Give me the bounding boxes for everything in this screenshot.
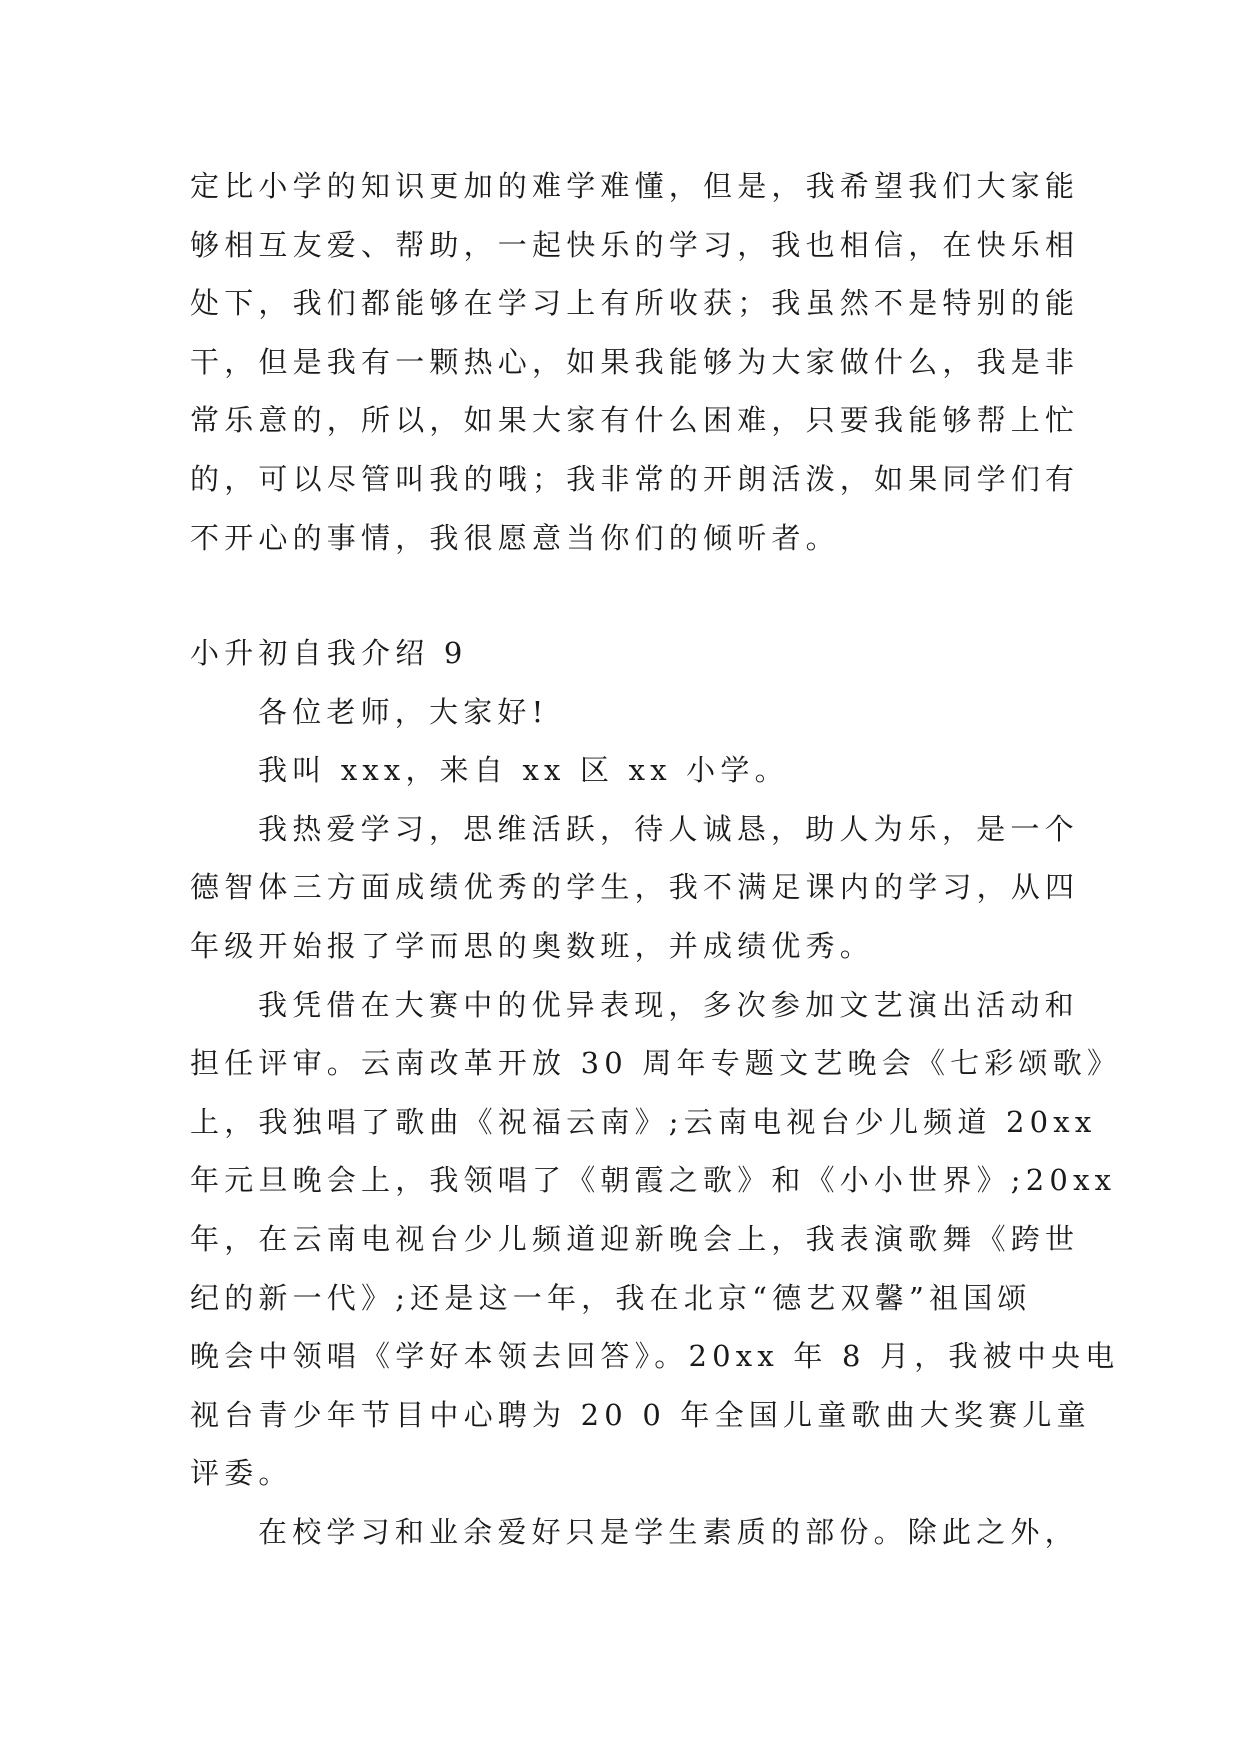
text-line: 不开心的事情，我很愿意当你们的倾听者。 — [190, 520, 840, 555]
text-line: 年，在云南电视台少儿频道迎新晚会上，我表演歌舞《跨世 — [190, 1221, 1080, 1256]
text-line: 纪的新一代》;还是这一年，我在北京“德艺双馨”祖国颂 — [190, 1280, 1032, 1315]
paragraph-performances — [190, 976, 1122, 1503]
text-line: 上，我独唱了歌曲《祝福云南》;云南电视台少儿频道 20xx — [190, 1104, 1097, 1139]
text-line: 处下，我们都能够在学习上有所收获；我虽然不是特别的能 — [190, 286, 1080, 321]
text-line: 担任评审。云南改革开放 30 周年专题文艺晚会《七彩颂歌》 — [190, 1046, 1122, 1081]
paragraph-study — [190, 800, 1080, 976]
text-line: 我凭借在大赛中的优异表现，多次参加文艺演出活动和 — [258, 987, 1079, 1022]
paragraph-qualities — [190, 1503, 1079, 1562]
text-line: 定比小学的知识更加的难学难懂，但是，我希望我们大家能 — [190, 169, 1080, 203]
text-line: 常乐意的，所以，如果大家有什么困难，只要我能够帮上忙 — [190, 403, 1080, 438]
text-line: 在校学习和业余爱好只是学生素质的部份。除此之外， — [258, 1514, 1079, 1549]
text-line: 够相互友爱、帮助，一起快乐的学习，我也相信，在快乐相 — [190, 227, 1080, 262]
text-line: 评委。 — [190, 1456, 293, 1491]
text-line: 我热爱学习，思维活跃，待人诚恳，助人为乐，是一个 — [258, 811, 1079, 846]
continued-paragraph — [190, 157, 1080, 567]
greeting-line: 各位老师，大家好! — [258, 694, 549, 729]
intro-line: 我叫 xxx，来自 xx 区 xx 小学。 — [258, 753, 789, 788]
text-line: 年级开始报了学而思的奥数班，并成绩优秀。 — [190, 928, 875, 963]
section-title: 小升初自我介绍 9 — [190, 636, 468, 670]
text-line: 的，可以尽管叫我的哦；我非常的开朗活泼，如果同学们有 — [190, 461, 1080, 496]
text-line: 干，但是我有一颗热心，如果我能够为大家做什么，我是非 — [190, 344, 1080, 379]
text-line: 年元旦晚会上，我领唱了《朝霞之歌》和《小小世界》;20xx — [190, 1163, 1117, 1198]
self-introduction-section — [190, 624, 1122, 1562]
text-line: 晚会中领唱《学好本领去回答》。20xx 年 8 月，我被中央电 — [190, 1339, 1120, 1374]
text-line: 视台青少年节目中心聘为 20 0 年全国儿童歌曲大奖赛儿童 — [190, 1397, 1091, 1432]
text-line: 德智体三方面成绩优秀的学生，我不满足课内的学习，从四 — [190, 870, 1080, 905]
